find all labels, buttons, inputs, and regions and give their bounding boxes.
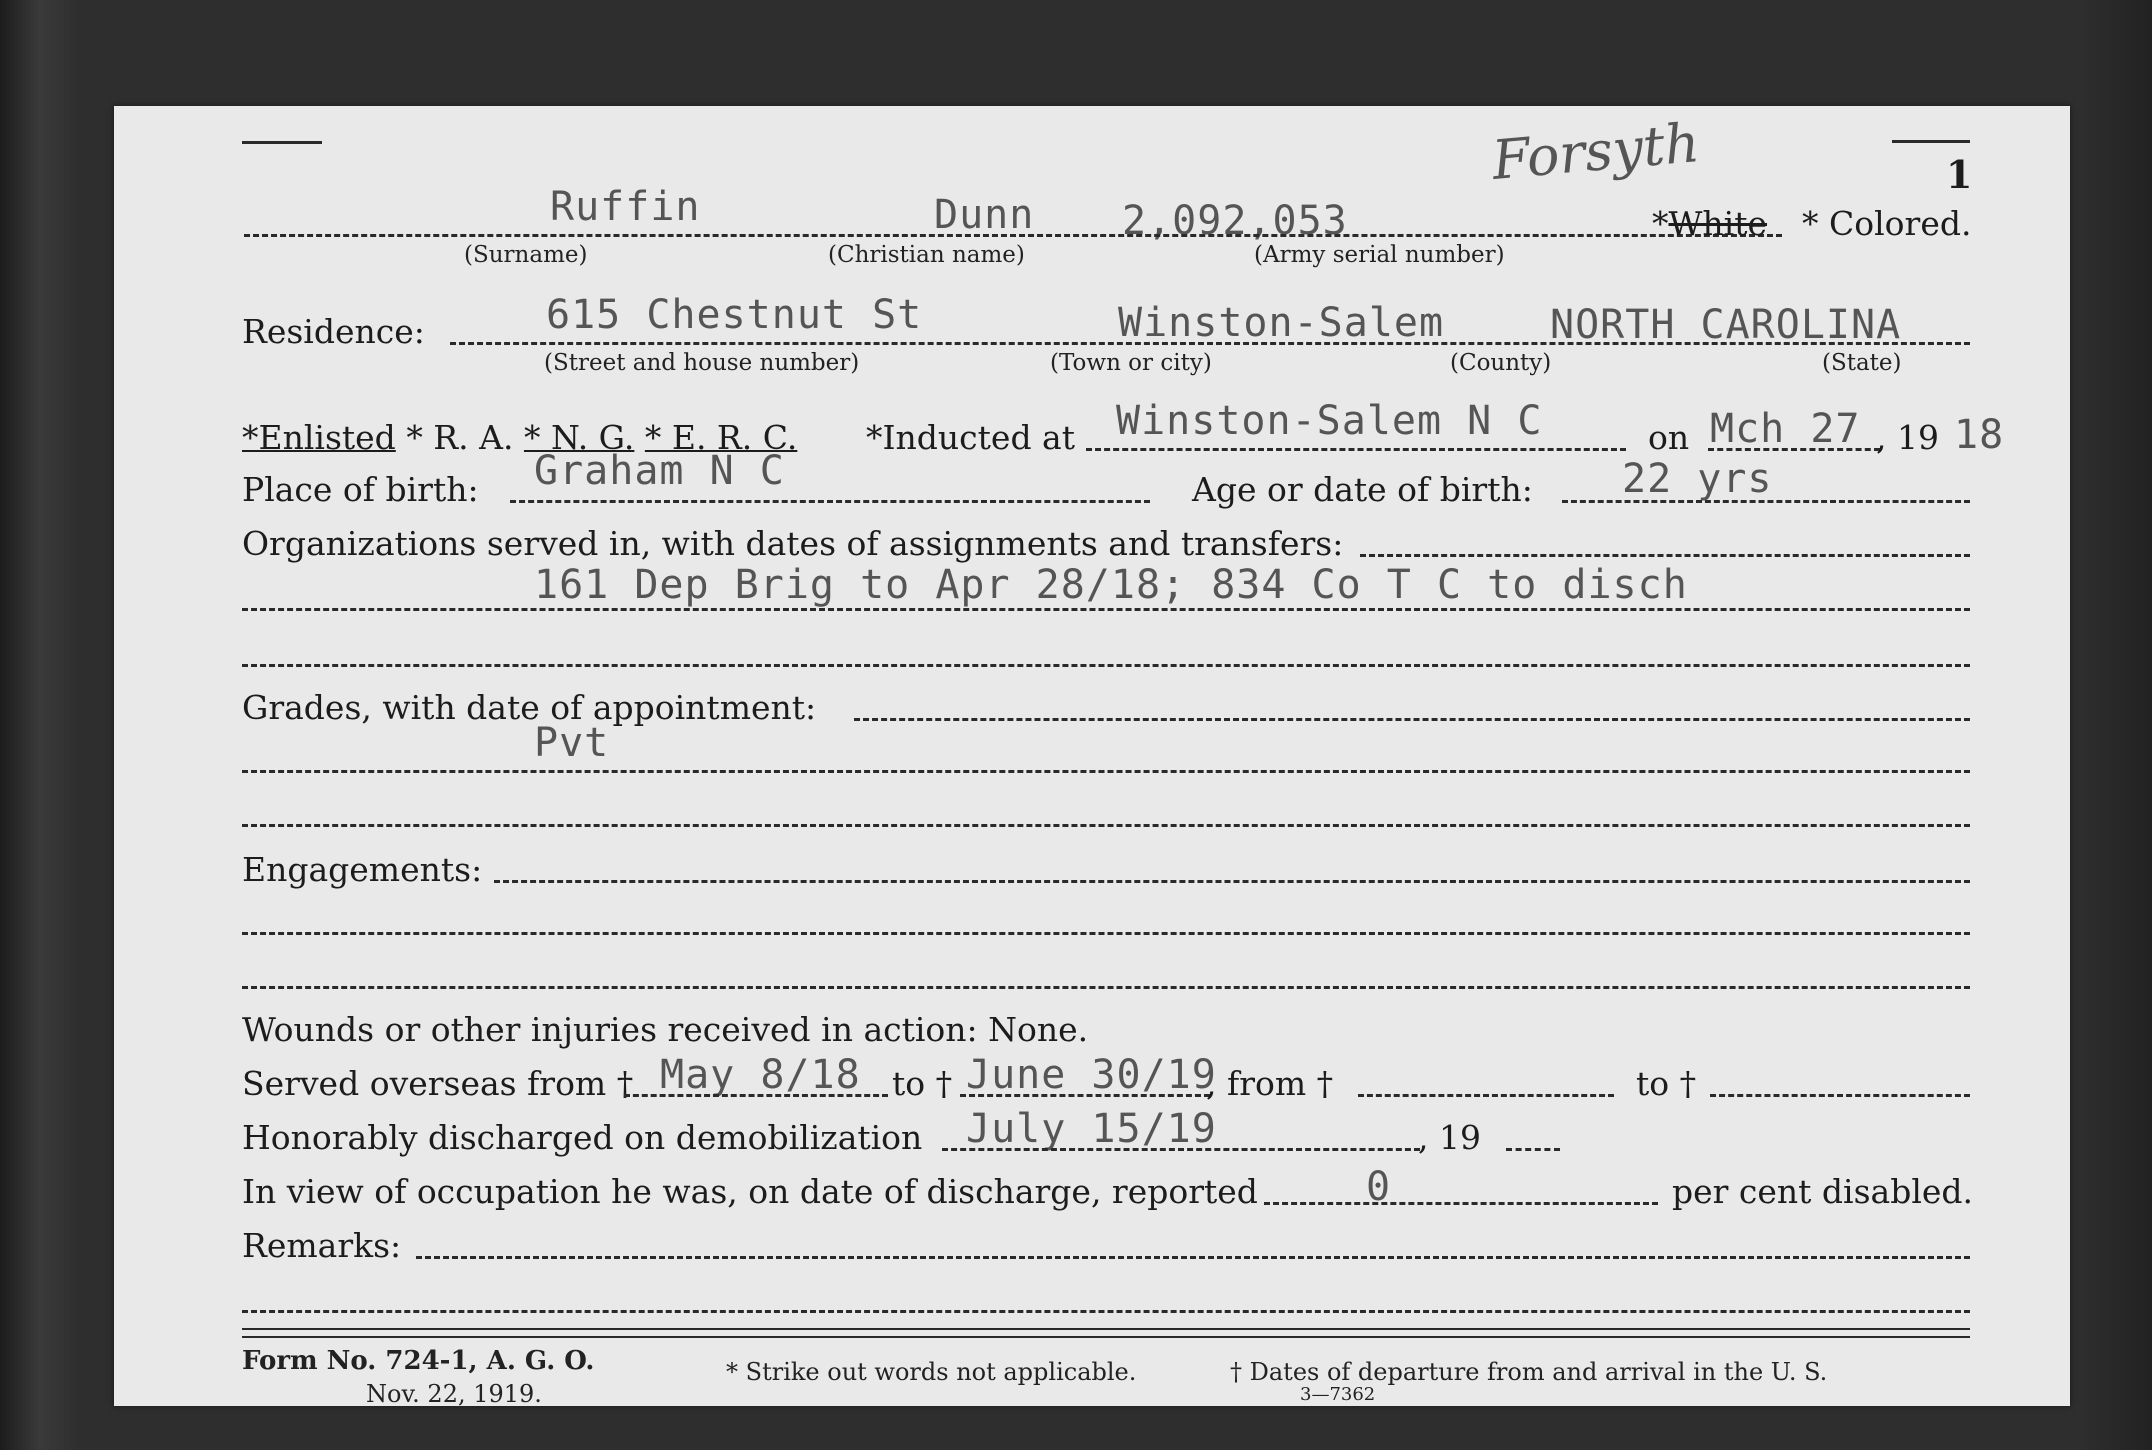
remarks-line-2 xyxy=(242,1310,1970,1313)
inducted-date-value: Mch 27 xyxy=(1710,406,1861,452)
serial-number-value: 2,092,053 xyxy=(1122,198,1348,244)
engagements-label: Engagements: xyxy=(242,850,483,889)
wounds-label: Wounds or other injuries received in action: None. xyxy=(242,1010,1089,1049)
age-value: 22 yrs xyxy=(1622,456,1773,502)
name-line xyxy=(244,234,1782,237)
top-left-rule xyxy=(242,141,322,144)
grades-line-2 xyxy=(242,770,1970,773)
inducted-at-line xyxy=(1086,448,1626,451)
discharged-date-value: July 15/19 xyxy=(966,1106,1217,1152)
organizations-line-1 xyxy=(1360,554,1970,557)
state-caption: (State) xyxy=(1822,350,1902,376)
strike-out-note: * Strike out words not applicable. xyxy=(726,1358,1137,1386)
engagements-line-2 xyxy=(242,932,1970,935)
birth-place-label: Place of birth: xyxy=(242,470,479,509)
overseas-from2-line xyxy=(1358,1094,1614,1097)
overseas-to-label: to † xyxy=(892,1064,953,1103)
remarks-label: Remarks: xyxy=(242,1226,402,1265)
disabled-line xyxy=(1264,1202,1658,1205)
organizations-line-2 xyxy=(242,608,1970,611)
on-label: on xyxy=(1648,418,1690,457)
grades-value: Pvt xyxy=(534,720,610,766)
remarks-line-1 xyxy=(416,1256,1970,1259)
street-caption: (Street and house number) xyxy=(544,350,860,376)
christian-name-value: Dunn xyxy=(934,192,1035,238)
county-caption: (County) xyxy=(1450,350,1552,376)
birth-place-line xyxy=(510,500,1150,503)
organizations-value: 161 Dep Brig to Apr 28/18; 834 Co T C to disch xyxy=(534,562,1688,608)
footer-rule-1 xyxy=(242,1328,1970,1330)
town-value: Winston-Salem xyxy=(1118,300,1445,346)
race-colored-label: * Colored. xyxy=(1802,204,1972,243)
card-number: 1 xyxy=(1946,152,1973,197)
overseas-from-line xyxy=(624,1094,888,1097)
age-line xyxy=(1562,500,1970,503)
form-date: Nov. 22, 1919. xyxy=(366,1380,542,1408)
discharged-label: Honorably discharged on demobilization xyxy=(242,1118,923,1157)
dates-note: † Dates of departure from and arrival in the U. S. xyxy=(1230,1358,1828,1386)
top-right-rule xyxy=(1892,140,1970,143)
inducted-at-label: *Inducted at xyxy=(866,418,1075,457)
organizations-line-3 xyxy=(242,664,1970,667)
engagements-line-1 xyxy=(494,880,1970,883)
service-record-card xyxy=(114,106,2070,1406)
residence-line xyxy=(450,342,1970,345)
inducted-year-value: 18 xyxy=(1954,412,2005,458)
discharged-date-line xyxy=(942,1148,1420,1151)
form-number: Form No. 724-1, A. G. O. xyxy=(242,1346,595,1376)
enlistment-type-labels: *Enlisted * R. A. * N. G. * E. R. C. xyxy=(242,418,798,457)
disabled-suffix-label: per cent disabled. xyxy=(1672,1172,1974,1211)
grades-label: Grades, with date of appointment: xyxy=(242,688,817,727)
print-code: 3—7362 xyxy=(1300,1384,1376,1405)
county-handwritten: Forsyth xyxy=(1489,111,1702,192)
age-label: Age or date of birth: xyxy=(1192,470,1533,509)
race-white-label: *White xyxy=(1652,204,1768,243)
engagements-line-3 xyxy=(242,986,1970,989)
overseas-from-value: May 8/18 xyxy=(660,1052,861,1098)
overseas-to-value: June 30/19 xyxy=(966,1052,1217,1098)
discharged-year-line xyxy=(1506,1148,1560,1151)
inducted-at-value: Winston-Salem N C xyxy=(1116,398,1543,444)
state-value: NORTH CAROLINA xyxy=(1550,302,1902,348)
organizations-label: Organizations served in, with dates of assignments and transfers: xyxy=(242,524,1344,563)
surname-caption: (Surname) xyxy=(464,242,588,268)
overseas-from2-label: , from † xyxy=(1206,1064,1334,1103)
town-caption: (Town or city) xyxy=(1050,350,1212,376)
inducted-date-line xyxy=(1708,448,1880,451)
serial-number-caption: (Army serial number) xyxy=(1254,242,1505,268)
footer-rule-2 xyxy=(242,1336,1970,1338)
christian-name-caption: (Christian name) xyxy=(828,242,1025,268)
occupation-label: In view of occupation he was, on date of discharge, reported xyxy=(242,1172,1258,1211)
street-value: 615 Chestnut St xyxy=(546,292,923,338)
disabled-value: 0 xyxy=(1366,1164,1392,1210)
grades-line-1 xyxy=(854,718,1970,721)
overseas-to2-label: to † xyxy=(1636,1064,1697,1103)
grades-line-3 xyxy=(242,824,1970,827)
discharged-year-label: , 19 xyxy=(1418,1118,1481,1157)
residence-label: Residence: xyxy=(242,312,425,351)
overseas-to-line xyxy=(960,1094,1210,1097)
year-prefix-label: , 19 xyxy=(1876,418,1939,457)
surname-value: Ruffin xyxy=(550,184,701,230)
overseas-label: Served overseas from † xyxy=(242,1064,634,1103)
overseas-to2-line xyxy=(1710,1094,1970,1097)
birth-place-value: Graham N C xyxy=(534,448,785,494)
